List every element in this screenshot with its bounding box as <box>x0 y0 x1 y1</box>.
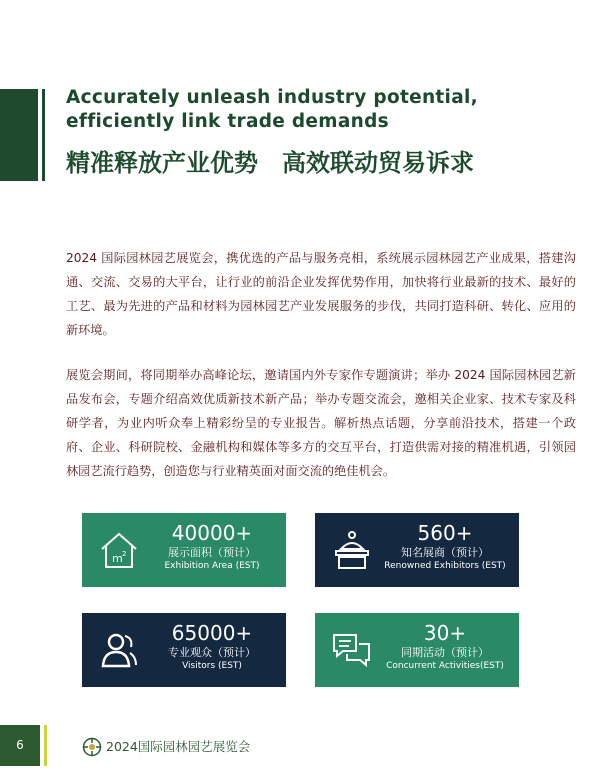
visitors-icon <box>96 627 142 673</box>
stat-card-visitors <box>82 613 286 687</box>
svg-text:2: 2 <box>122 550 127 558</box>
stat-sublabel: Concurrent Activities(EST) <box>386 661 504 671</box>
chinese-heading: 精准释放产业优势 高效联动贸易诉求 <box>66 149 474 177</box>
stat-value: 30+ <box>423 621 467 645</box>
stat-value: 560+ <box>417 521 473 545</box>
stat-label: 知名展商（预计） <box>401 546 489 559</box>
events-paragraph: 展览会期间，将同期举办高峰论坛，邀请国内外专家作专题演讲；举办 2024 国际园林园艺新品发布会，专题介绍高效优质新技术新产品；举办专题交流会，邀相关企业家、技术专家及科研学者，为业内听众奉上精彩纷呈的专业报告。解析热点话题，分享前沿技术，搭建一个政府、企业、科研院校、金融机构和媒体等多方的交互平台，打造供需对接的精准机遇，引领园林园艺流行趋势，创造您与行业精英面对面交流的绝佳机会。 <box>66 368 576 478</box>
english-heading-line2: efficiently link trade demands <box>66 111 389 132</box>
stat-label: 展示面积（预计） <box>168 546 256 559</box>
english-heading <box>66 86 586 134</box>
page-number: 6 <box>16 738 24 752</box>
svg-text:m: m <box>112 552 123 565</box>
stat-card-activities <box>315 613 519 687</box>
title-accent-bar <box>0 89 38 181</box>
intro-paragraph: 2024 国际园林园艺展览会，携优选的产品与服务亮相，系统展示园林园艺产业成果，搭建沟通、交流、交易的大平台，让行业的前沿企业发挥优势作用，加快将行业最新的技术、最好的工艺、最为先进的产品和材料为园林园艺产业发展服务的步伐，共同打造科研、转化、应用的新环境。 <box>66 251 576 337</box>
house-m2-icon <box>96 527 142 573</box>
chat-bubbles-icon <box>329 627 375 673</box>
stat-card-exhibition-area <box>82 513 286 587</box>
stat-label: 专业观众（预计） <box>168 646 256 659</box>
stat-label: 同期活动（预计） <box>401 646 489 659</box>
stat-sublabel: Renowned Exhibitors (EST) <box>384 561 506 571</box>
expo-logo-icon <box>82 737 102 757</box>
footer-accent-line <box>44 725 47 766</box>
title-accent-line <box>42 89 45 181</box>
stat-sublabel: Visitors (EST) <box>182 661 242 671</box>
exhibitor-booth-icon <box>329 527 375 573</box>
stat-value: 65000+ <box>171 621 253 645</box>
stat-value: 40000+ <box>171 521 253 545</box>
english-heading-line1: Accurately unleash industry potential, <box>66 87 478 108</box>
footer-title: 2024国际园林园艺展览会 <box>106 739 251 754</box>
stat-sublabel: Exhibition Area (EST) <box>164 561 260 571</box>
stat-card-exhibitors <box>315 513 519 587</box>
